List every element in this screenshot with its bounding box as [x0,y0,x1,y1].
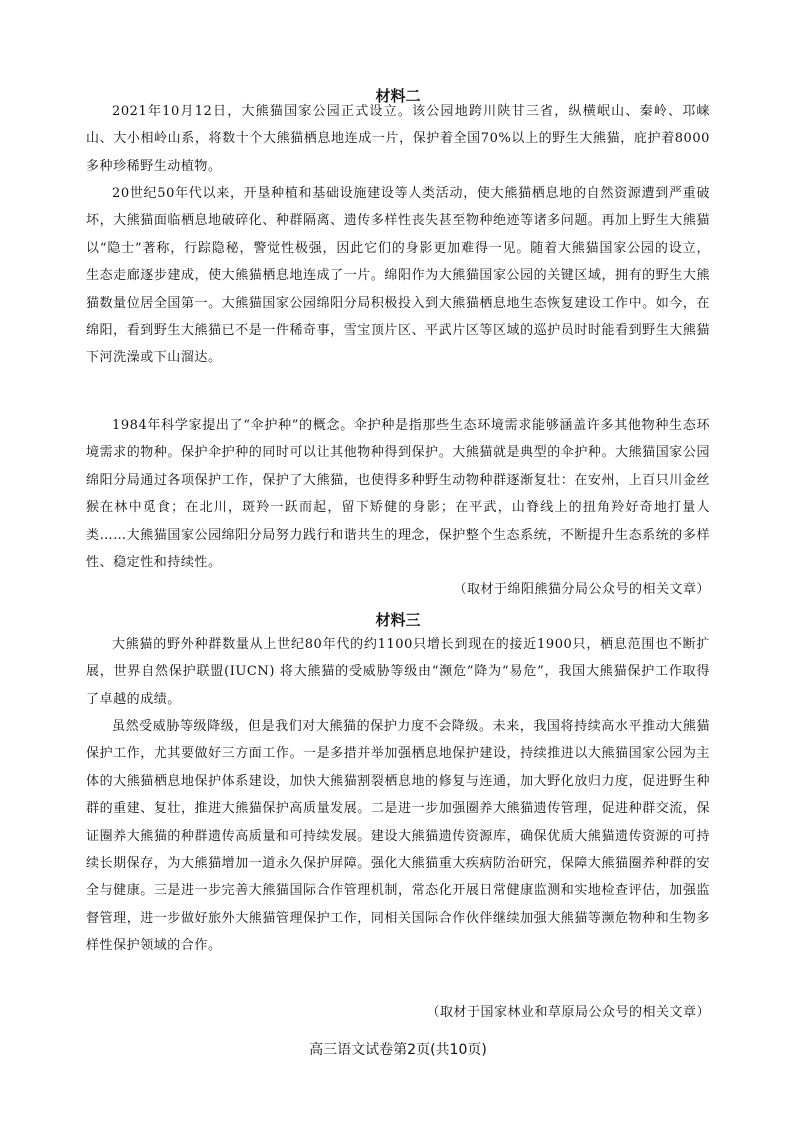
material-3-paragraph-1: 大熊猫的野外种群数量从上世纪80年代的约1100只增长到现在的接近1900只，栖息范围也不断扩展，世界自然保护联盟(IUCN) 将大熊猫的受威胁等级由“濒危”降为“易危”，我国大熊猫保护工作取得了卓越的成绩。 [86,637,710,707]
material-2-paragraph-2: 20世纪50年代以来，开垦种植和基础设施建设等人类活动，使大熊猫栖息地的自然资源遭到严重破坏，大熊猫面临栖息地破碎化、种群隔离、遗传多样性丧失甚至物种绝迹等诸多问题。再加上野生大熊猫以“隐士”著称，行踪隐秘，警觉性极强，因此它们的身影更加难得一见。随着大熊猫国家公园的设立，生态走廊逐步建成，使大熊猫栖息地连成了一片。绵阳作为大熊猫国家公园的关键区域，拥有的野生大熊猫数量位居全国第一。大熊猫国家公园绵阳分局积极投入到大熊猫栖息地生态恢复建设工作中。如今，在绵阳，看到野生大熊猫已不是一件稀奇事，雪宝顶片区、平武片区等区域的巡护员时时能看到野生大熊猫下河洗澡或下山溜达。 [86,186,710,366]
material-2-paragraph-1: 2021年10月12日，大熊猫国家公园正式设立。该公园地跨川陕甘三省，纵横岷山、秦岭、邛崃山、大小相岭山系，将数十个大熊猫栖息地连成一片，保护着全国70%以上的野生大熊猫，庇护着8000多种珍稀野生动植物。 [86,104,710,174]
material-2-title: 材料二 [375,87,421,105]
material-2-source: （取材于绵阳熊猫分局公众号的相关文章） [453,582,710,597]
material-3-title: 材料三 [375,611,421,629]
material-3-source: （取材于国家林业和草原局公众号的相关文章） [426,1005,710,1020]
page-footer: 高三语文试卷第2页(共10页) [309,1042,487,1058]
material-2-paragraph-3: 1984年科学家提出了“伞护种”的概念。伞护种是指那些生态环境需求能够涵盖许多其他物种生态环境需求的物种。保护伞护种的同时可以让其他物种得到保护。大熊猫就是典型的伞护种。大熊猫国家公园绵阳分局通过各项保护工作，保护了大熊猫，也使得多种野生动物种群逐渐复壮：在安州，上百只川金丝猴在林中觅食；在北川，斑羚一跃而起，留下矫健的身影；在平武，山脊线上的扭角羚好奇地打量人类……大熊猫国家公园绵阳分局努力践行和谐共生的理念，保护整个生态系统，不断提升生态系统的多样性、稳定性和持续性。 [86,418,710,571]
material-3-paragraph-2: 虽然受威胁等级降级，但是我们对大熊猫的保护力度不会降级。未来，我国将持续高水平推动大熊猫保护工作，尤其要做好三方面工作。一是多措并举加强栖息地保护建设，持续推进以大熊猫国家公园为主体的大熊猫栖息地保护体系建设，加快大熊猫割裂栖息地的修复与连通，加大野化放归力度，促进野生种群的重建、复壮，推进大熊猫保护高质量发展。二是进一步加强圈养大熊猫遗传管理，促进种群交流，保证圈养大熊猫的种群遗传高质量和可持续发展。建设大熊猫遗传资源库，确保优质大熊猫遗传资源的可持续长期保存，为大熊猫增加一道永久保护屏障。强化大熊猫重大疾病防治研究，保障大熊猫圈养种群的安全与健康。三是进一步完善大熊猫国际合作管理机制，常态化开展日常健康监测和实地检查评估，加强监督管理，进一步做好旅外大熊猫管理保护工作，同相关国际合作伙伴继续加强大熊猫等濒危物种和生物多样性保护领域的合作。 [86,719,710,954]
